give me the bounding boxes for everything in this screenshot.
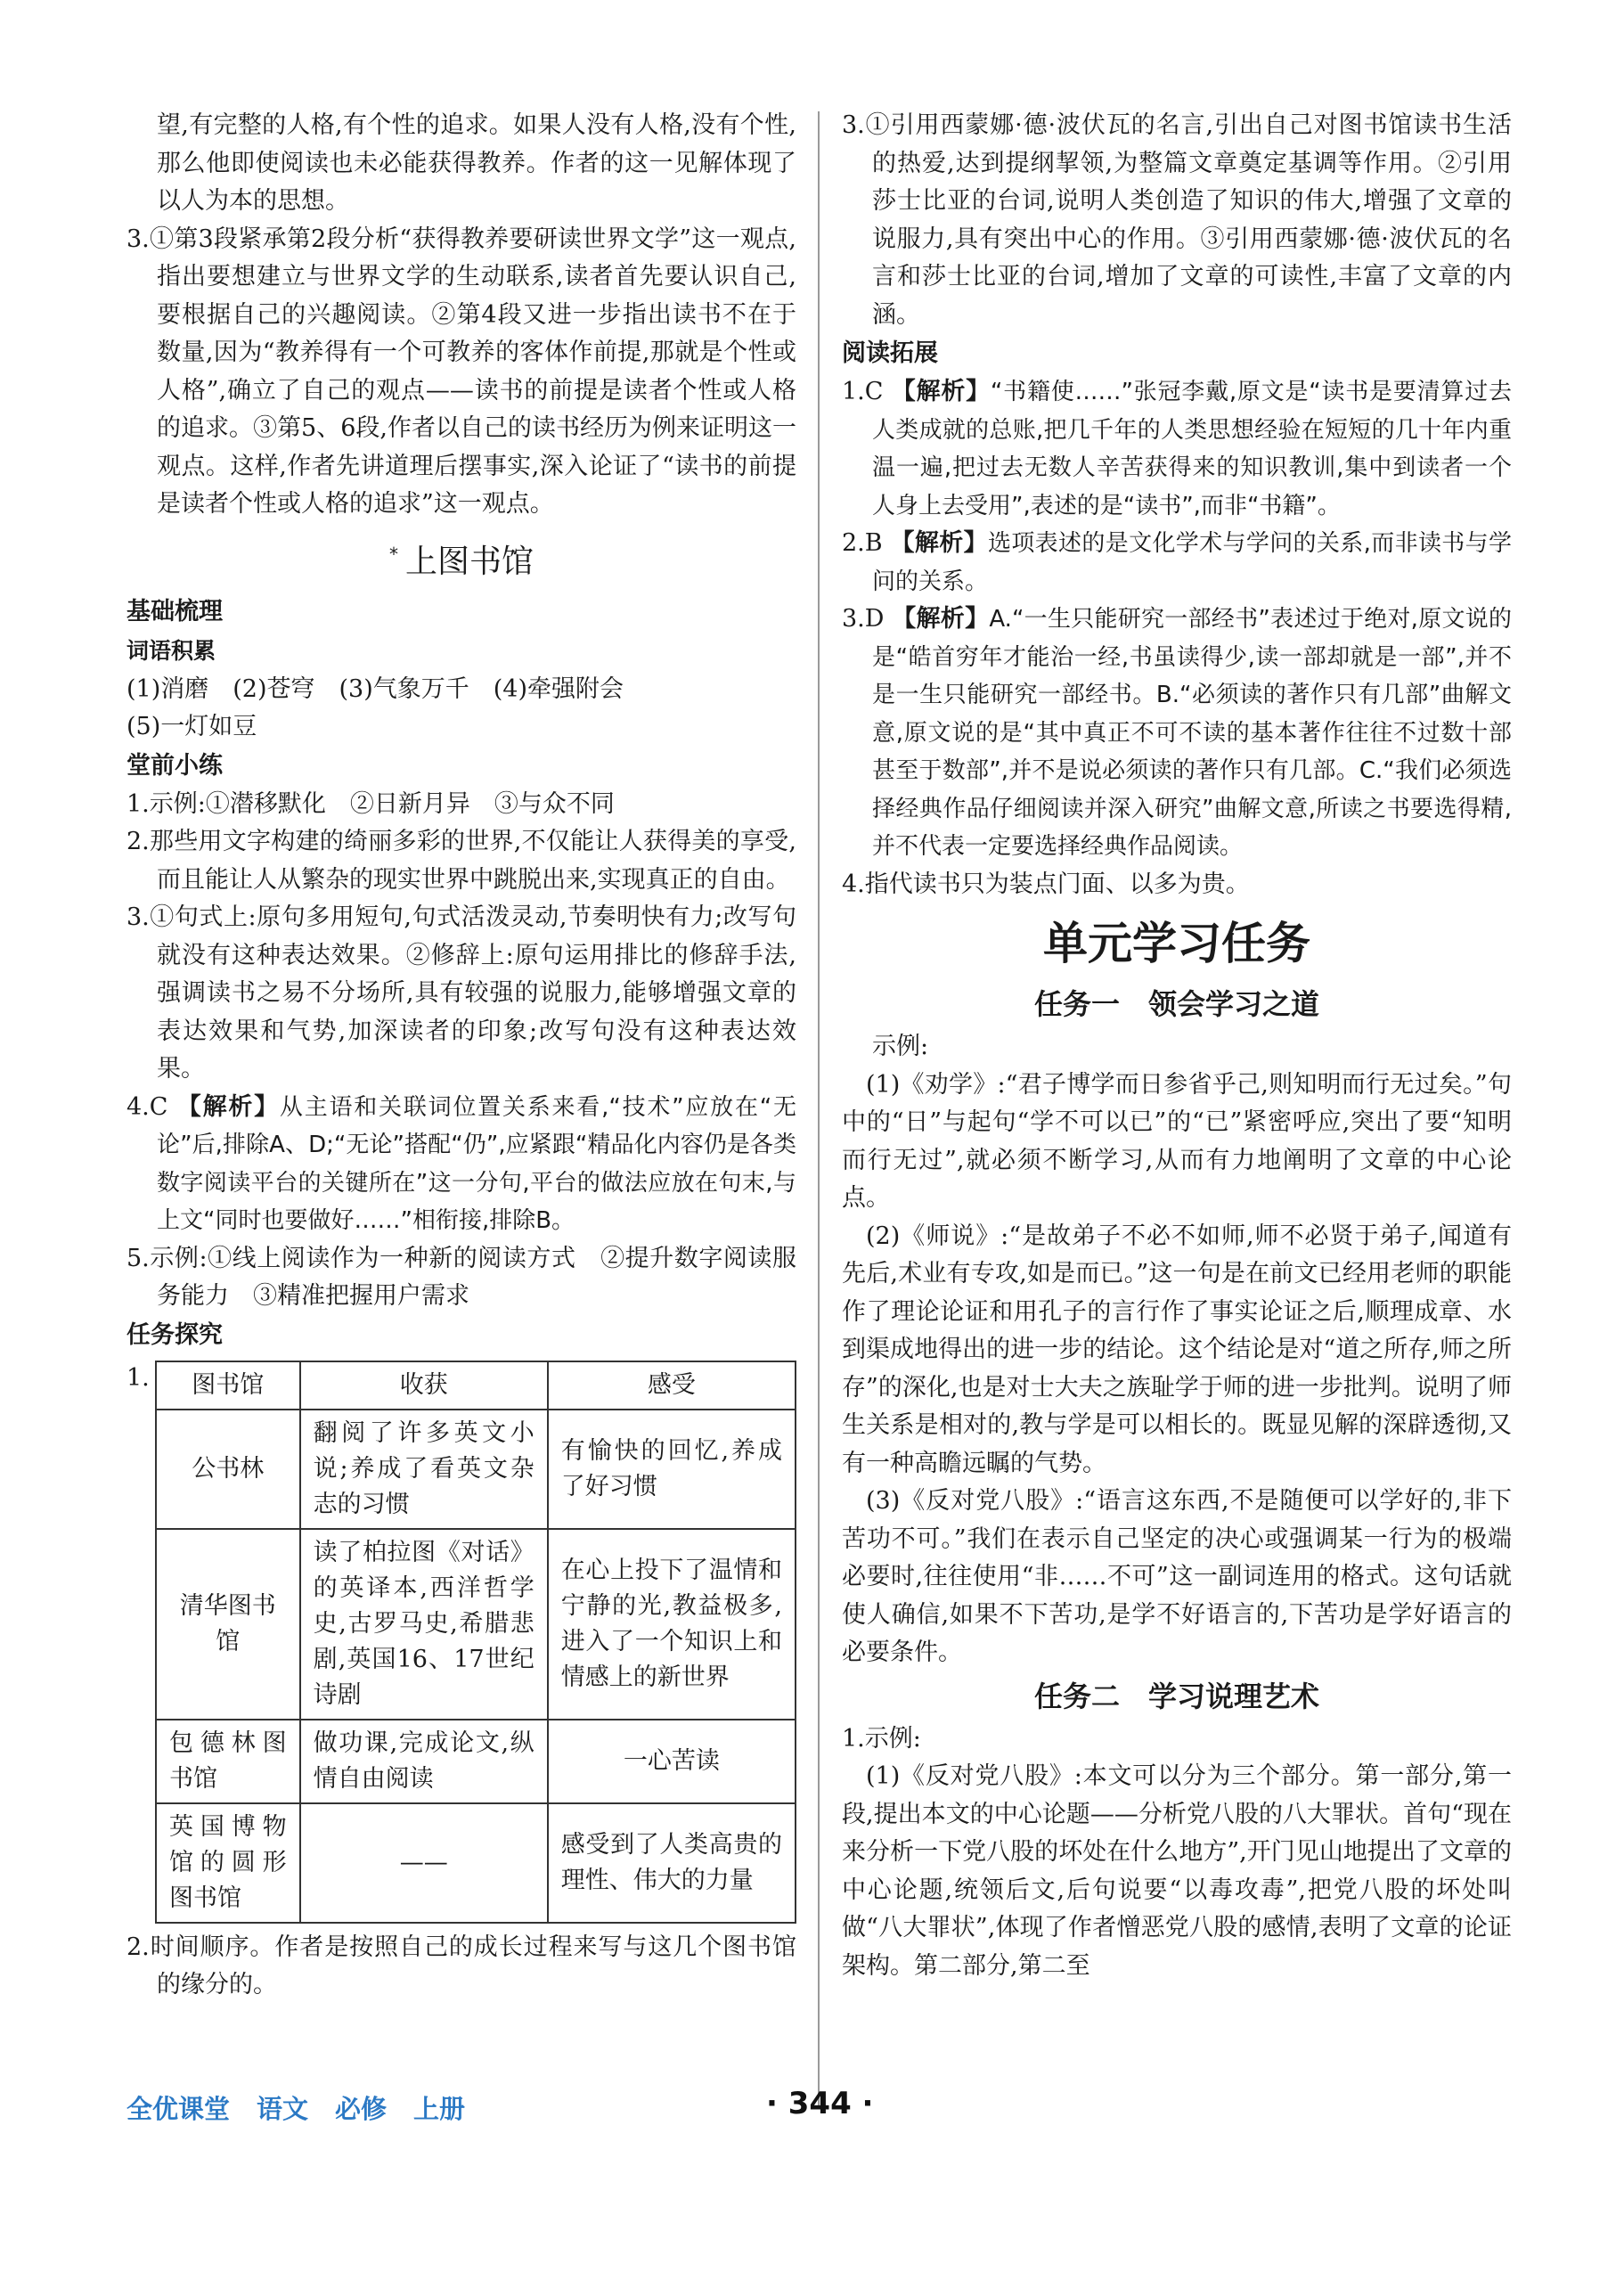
table-row bbox=[156, 1720, 796, 1803]
table-row bbox=[156, 1529, 796, 1720]
header-feeling: 感受 bbox=[548, 1361, 796, 1410]
task-1-example-3: (3)《反对党八股》:“语言这东西,不是随便可以学好的,非下苦功不可。”我们在表示自己坚定的决心或强调某一行为的极端必要时,往往使用“非……不可”这一副词连用的格式。这句话就使人确信,如果不下苦功,是学不好语言的,下苦功是学好语言的必要条件。 bbox=[842, 1487, 1512, 1666]
table-cell: 公书林 bbox=[156, 1410, 300, 1529]
task-1-example-2: (2)《师说》:“是故弟子不必不如师,师不必贤于弟子,闻道有先后,术业有专攻,如是而已。”这一句是在前文已经用老师的职能作了理论论证和用孔子的言行作了事实论证之后,顺理成章、水到渠成地得出的进一步的结论。这个结论是对“道之所存,师之所存”的深化,也是对士大夫之族耻学于师的进一步批判。说明了师生关系是相对的,教与学是可以相长的。既显见解的深辟透彻,又有一种高瞻远瞩的气势。 bbox=[842, 1222, 1512, 1477]
practice-5: 5.示例:①线上阅读作为一种新的阅读方式 ②提升数字阅读服务能力 ③精准把握用户需求 bbox=[126, 1244, 796, 1310]
analysis-tag: 【解析】 bbox=[891, 378, 991, 405]
example-label: 示例: bbox=[872, 1033, 929, 1060]
ext-2-num: 2.B bbox=[842, 529, 883, 557]
table-cell: 翻阅了许多英文小说;养成了看英文杂志的习惯 bbox=[300, 1410, 548, 1529]
section-task-explore: 任务探究 bbox=[126, 1320, 223, 1349]
library-table bbox=[155, 1361, 796, 1924]
answer-3: 3.①第3段紧承第2段分析“获得教养要研读世界文学”这一观点,指出要想建立与世界文学的生动联系,读者首先要认识自己,要根据自己的兴趣阅读。②第4段又进一步指出读书不在于数量,因为“教养得有一个可教养的客体作前提,那就是个性或人格”,确立了自己的观点——读书的前提是读者个性或人格的追求。③第5、6段,作者以自己的读书经历为例来证明这一观点。这样,作者先讲道理后摆事实,深入论证了“读书的前提是读者个性或人格的追求”这一观点。 bbox=[126, 225, 796, 518]
footer-volume: 上册 bbox=[413, 2094, 466, 2124]
right-column bbox=[842, 107, 1512, 1985]
table-row bbox=[156, 1803, 796, 1923]
footer-type: 必修 bbox=[335, 2094, 388, 2124]
task-2-example-label: 1.示例: bbox=[842, 1724, 921, 1753]
task-2-title: 任务二 学习说理艺术 bbox=[1033, 1679, 1319, 1713]
vocab-line-1: (1)消磨 (2)苍穹 (3)气象万千 (4)牵强附会 bbox=[126, 674, 624, 703]
page-number: · 344 · bbox=[766, 2086, 874, 2121]
practice-3: 3.①句式上:原句多用短句,句式活泼灵动,节奏明快有力;改写句就没有这种表达效果。②修辞上:原句运用排比的修辞手法,强调读书之易不分场所,具有较强的说服力,能够增强文章的表达效果和气势,加深读者的印象;改写句没有这种表达效果。 bbox=[126, 903, 796, 1083]
section-vocab: 词语积累 bbox=[126, 637, 216, 664]
footer-brand: 全优课堂 bbox=[126, 2094, 231, 2124]
ext-3-num: 3.D bbox=[842, 605, 885, 633]
section-reading-ext: 阅读拓展 bbox=[842, 339, 938, 367]
table-number: 1. bbox=[126, 1363, 150, 1392]
ext-4: 4.指代读书只为装点门面、以多为贵。 bbox=[842, 870, 1250, 898]
task-1-example-1: (1)《劝学》:“君子博学而日参省乎己,则知明而行无过矣。”句中的“日”与起句“学不可以已”的“已”紧密呼应,突出了要“知明而行无过”,就必须不断学习,从而有力地阐明了文章的中心论点。 bbox=[842, 1070, 1512, 1212]
vocab-line-2: (5)一灯如豆 bbox=[126, 713, 257, 740]
practice-4 bbox=[126, 1089, 796, 1240]
table-cell: 做功课,完成论文,纵情自由阅读 bbox=[300, 1720, 548, 1803]
ext-3-analysis: A.“一生只能研究一部经书”表述过于绝对,原文说的是“皓首穷年才能治一经,书虽读得少,读一部却就是一部”,并不是一生只能研究一部经书。B.“必须读的著作只有几部”曲解文意,原文说的是“其中真正不可不读的基本著作往往不过数十部甚至于数部”,并不是说必须读的著作只有几部。C.“我们必须选择经典作品仔细阅读并深入研究”曲解文意,所读之书要选得精,并不代表一定要选择经典作品阅读。 bbox=[872, 606, 1512, 860]
analysis-tag: 【解析】 bbox=[890, 529, 988, 557]
ext-1-num: 1.C bbox=[842, 378, 884, 405]
section-basic: 基础梳理 bbox=[126, 597, 223, 625]
ext-1-analysis: “书籍使……”张冠李戴,原文是“读书是要清算过去人类成就的总账,把几千年的人类思想经验在短短的几十年内重温一遍,把过去无数人辛苦获得来的知识教训,集中到读者一个人身上去受用”,表述的是“读书”,而非“书籍”。 bbox=[872, 379, 1512, 519]
footer-subject: 语文 bbox=[257, 2094, 309, 2124]
ext-2 bbox=[842, 525, 1512, 601]
ext-2-analysis: 选项表述的是文化学术与学问的关系,而非读书与学问的关系。 bbox=[872, 530, 1513, 595]
analysis-tag: 【解析】 bbox=[176, 1092, 280, 1121]
title-star: * bbox=[388, 543, 398, 565]
practice-4-num: 4.C bbox=[126, 1092, 168, 1121]
practice-2: 2.那些用文字构建的绮丽多彩的世界,不仅能让人获得美的享受,而且能让人从繁杂的现实世界中跳脱出来,实现真正的自由。 bbox=[126, 828, 796, 894]
table-row bbox=[156, 1410, 796, 1529]
table-cell: 读了柏拉图《对话》的英译本,西洋哲学史,古罗马史,希腊悲剧,英国16、17世纪诗剧 bbox=[300, 1529, 548, 1720]
paragraph-continued: 望,有完整的人格,有个性的追求。如果人没有人格,没有个性,那么他即使阅读也未必能获得教养。作者的这一见解体现了以人为本的思想。 bbox=[157, 111, 796, 215]
table-cell: 在心上投下了温情和宁静的光,教益极多,进入了一个知识上和情感上的新世界 bbox=[548, 1529, 796, 1720]
table-cell: —— bbox=[300, 1803, 548, 1923]
table-header-row bbox=[156, 1361, 796, 1410]
table-cell: 感受到了人类高贵的理性、伟大的力量 bbox=[548, 1803, 796, 1923]
task-1-title: 任务一 领会学习之道 bbox=[1033, 987, 1319, 1021]
header-library: 图书馆 bbox=[156, 1361, 300, 1410]
practice-1: 1.示例:①潜移默化 ②日新月异 ③与众不同 bbox=[126, 789, 615, 818]
ext-3 bbox=[842, 601, 1512, 866]
left-column bbox=[126, 107, 796, 2005]
book-footer bbox=[126, 2089, 492, 2126]
ext-1 bbox=[842, 373, 1512, 525]
section-practice: 堂前小练 bbox=[126, 751, 223, 780]
analysis-tag: 【解析】 bbox=[892, 605, 990, 633]
practice-4-analysis: 从主语和关联词位置关系来看,“技术”应放在“无论”后,排除A、D;“无论”搭配“仍”,应紧跟“精品化内容仍是各类数字阅读平台的关键所在”这一分句,平台的做法应放在句末,与上文“同时也要做好……”相衔接,排除B。 bbox=[157, 1093, 796, 1234]
lesson-title bbox=[126, 527, 796, 589]
library-table-wrap bbox=[126, 1361, 796, 1924]
table-cell: 英国博物馆的圆形图书馆 bbox=[156, 1803, 300, 1923]
answer-3-right: 3.①引用西蒙娜·德·波伏瓦的名言,引出自己对图书馆读书生活的热爱,达到提纲挈领,为整篇文章奠定基调等作用。②引用莎士比亚的台词,说明人类创造了知识的伟大,增强了文章的说服力,具有突出中心的作用。③引用西蒙娜·德·波伏瓦的名言和莎士比亚的台词,增加了文章的可读性,丰富了文章的内涵。 bbox=[842, 111, 1512, 329]
column-divider bbox=[818, 111, 820, 2107]
table-cell: 有愉快的回忆,养成了好习惯 bbox=[548, 1410, 796, 1529]
task-answer-2: 2.时间顺序。作者是按照自己的成长过程来写与这几个图书馆的缘分的。 bbox=[126, 1933, 796, 1998]
table-cell: 包德林图书馆 bbox=[156, 1720, 300, 1803]
lesson-title-text: 上图书馆 bbox=[404, 543, 534, 580]
table-cell: 一心苦读 bbox=[548, 1720, 796, 1803]
task-2-example-1: (1)《反对党八股》:本文可以分为三个部分。第一部分,第一段,提出本文的中心论题——分析党八股的八大罪状。首句“现在来分析一下党八股的坏处在什么地方”,开门见山地提出了文章的中心论题,统领后文,后句说要“以毒攻毒”,把党八股的坏处叫做“八大罪状”,体现了作者憎恶党八股的感情,表明了文章的论证架构。第二部分,第二至 bbox=[842, 1762, 1512, 1980]
table-cell: 清华图书馆 bbox=[156, 1529, 300, 1720]
unit-task-title: 单元学习任务 bbox=[1043, 918, 1310, 969]
header-gain: 收获 bbox=[300, 1361, 548, 1410]
